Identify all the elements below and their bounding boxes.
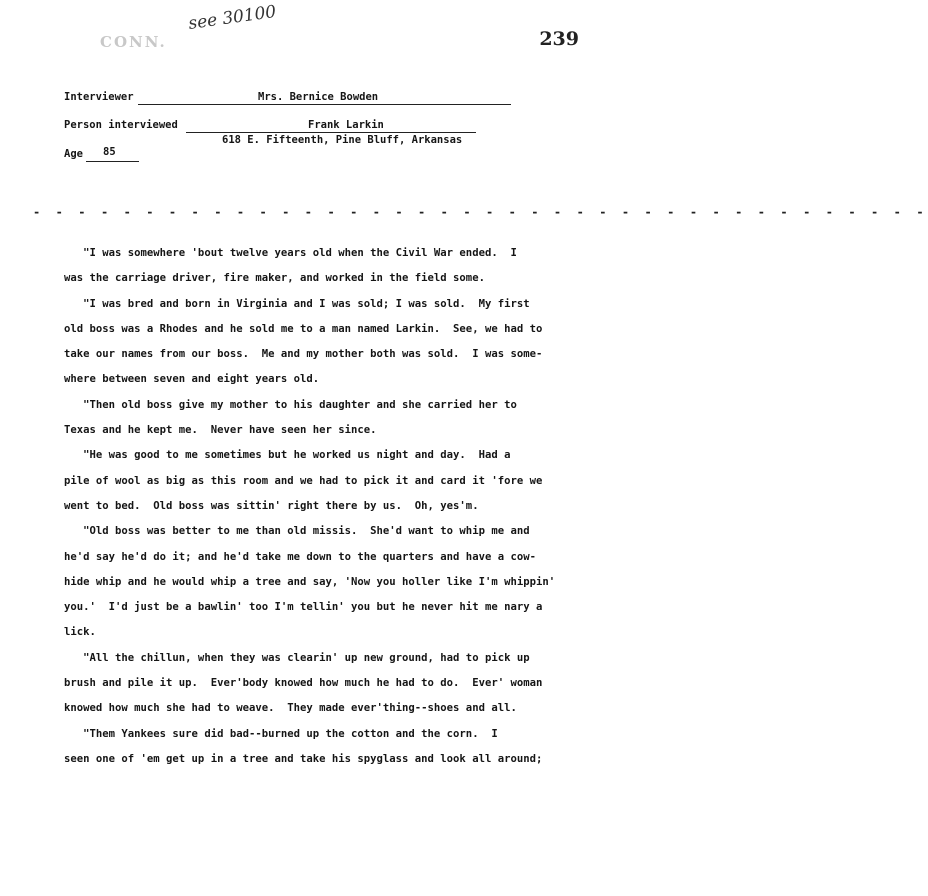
body-line: old boss was a Rhodes and he sold me to a man named Larkin. See, we had to — [64, 322, 543, 335]
interview-body — [64, 241, 584, 772]
interviewer-underline — [138, 104, 511, 105]
body-line: "Old boss was better to me than old missis. She'd want to whip me and — [64, 525, 530, 538]
person-interviewed-label: Person interviewed — [64, 119, 178, 131]
address: 618 E. Fifteenth, Pine Bluff, Arkansas — [222, 134, 463, 146]
age-underline — [86, 161, 139, 162]
interviewer-name: Mrs. Bernice Bowden — [258, 91, 379, 103]
body-line: lick. — [64, 626, 96, 639]
body-line: seen one of 'em get up in a tree and take his spyglass and look all around; — [64, 752, 543, 765]
body-line: "I was bred and born in Virginia and I was sold; I was sold. My first — [64, 297, 530, 310]
person-underline — [186, 132, 476, 133]
body-line: you.' I'd just be a bawlin' too I'm tellin' you but he never hit me nary a — [64, 601, 543, 614]
body-line: where between seven and eight years old. — [64, 373, 320, 386]
faded-stamp: CONN. — [100, 33, 167, 51]
body-line: knowed how much she had to weave. They made ever'thing--shoes and all. — [64, 702, 517, 715]
body-line: "I was somewhere 'bout twelve years old when the Civil War ended. I — [64, 247, 517, 259]
body-line: went to bed. Old boss was sittin' right there by us. Oh, yes'm. — [64, 499, 479, 512]
body-line: "He was good to me sometimes but he worked us night and day. Had a — [64, 449, 511, 462]
body-line: Texas and he kept me. Never have seen her since. — [64, 424, 377, 437]
body-line: "All the chillun, when they was clearin' up new ground, had to pick up — [64, 651, 530, 664]
page-number: 239 — [539, 28, 579, 50]
handwritten-note: see 30100 — [187, 1, 278, 34]
body-line: pile of wool as big as this room and we had to pick it and card it 'fore we — [64, 474, 543, 487]
dashed-separator: - - - - - - - - - - - - - - - - - - - - - - - - - - - - - - - - - - - - - - - - — [33, 205, 928, 219]
age-label: Age — [64, 148, 83, 160]
body-line: was the carriage driver, fire maker, and worked in the field some. — [64, 272, 485, 285]
body-line: brush and pile it up. Ever'body knowed how much he had to do. Ever' woman — [64, 677, 543, 690]
body-line: "Then old boss give my mother to his daughter and she carried her to — [64, 398, 517, 411]
interviewer-label: Interviewer — [64, 91, 134, 103]
body-line: "Them Yankees sure did bad--burned up the cotton and the corn. I — [64, 727, 498, 740]
body-line: hide whip and he would whip a tree and say, 'Now you holler like I'm whippin' — [64, 575, 556, 588]
body-line: he'd say he'd do it; and he'd take me down to the quarters and have a cow- — [64, 550, 536, 563]
age-value: 85 — [103, 146, 116, 158]
person-name: Frank Larkin — [308, 119, 384, 131]
body-line: take our names from our boss. Me and my mother both was sold. I was some- — [64, 348, 543, 361]
